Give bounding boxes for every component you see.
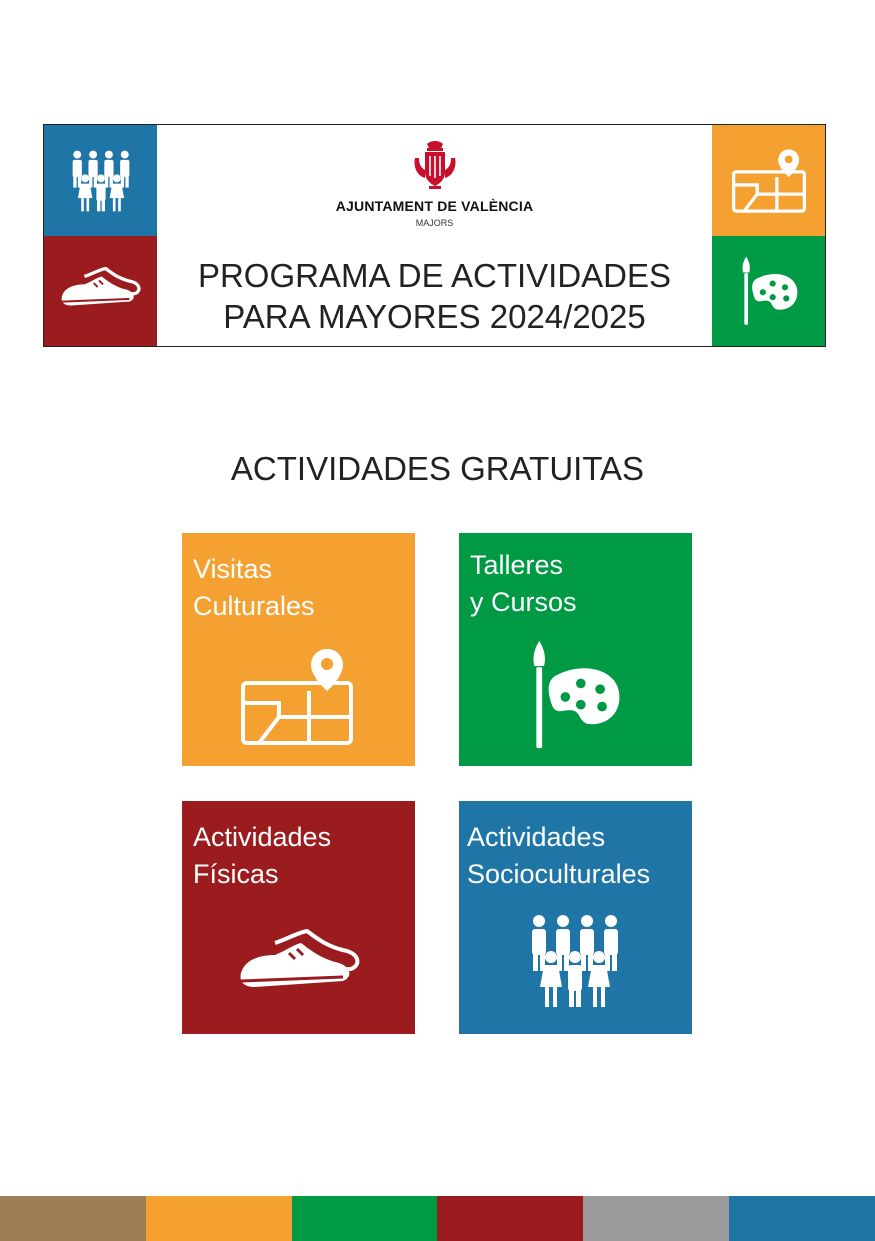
sneakers-icon: [234, 925, 366, 1005]
map-pin-icon: [238, 647, 356, 747]
tile-actividades-socioculturales[interactable]: [459, 801, 692, 1034]
color-band: [146, 1196, 292, 1241]
org-subtitle: MAJORS: [415, 218, 454, 228]
header-corner-fisicas: [44, 236, 157, 346]
palette-icon: [525, 637, 625, 753]
bottom-color-bar: [0, 1196, 875, 1241]
tile-label: Visitas Culturales: [193, 554, 315, 621]
tile-talleres-cursos[interactable]: [459, 533, 692, 766]
title-line-1: PROGRAMA DE ACTIVIDADES: [197, 257, 672, 294]
map-pin-icon: [731, 148, 807, 214]
header-corner-talleres: [712, 236, 825, 346]
tile-label: Actividades Físicas: [193, 822, 332, 889]
people-group-icon: [525, 911, 625, 1011]
color-band: [437, 1196, 583, 1241]
city-crest-icon: [411, 140, 459, 190]
page-title: [157, 255, 712, 337]
title-line-2: PARA MAYORES 2024/2025: [223, 298, 646, 335]
sneakers-icon: [58, 263, 144, 319]
section-title: ACTIVIDADES GRATUITAS: [230, 450, 645, 487]
tile-actividades-fisicas[interactable]: [182, 801, 415, 1034]
palette-icon: [738, 254, 800, 328]
tile-visitas-culturales[interactable]: [182, 533, 415, 766]
header-corner-visitas: [712, 125, 825, 236]
header-corner-socioculturales: [44, 125, 157, 236]
color-band: [729, 1196, 875, 1241]
color-band: [0, 1196, 146, 1241]
color-band: [583, 1196, 729, 1241]
tile-label: Actividades Socioculturales: [467, 822, 651, 889]
color-band: [292, 1196, 438, 1241]
org-name: AJUNTAMENT DE VALÈNCIA: [335, 198, 534, 214]
logo-area: [157, 125, 712, 236]
people-group-icon: [68, 148, 134, 214]
header-banner: [43, 124, 826, 347]
tile-label: Talleres y Cursos: [470, 550, 577, 617]
